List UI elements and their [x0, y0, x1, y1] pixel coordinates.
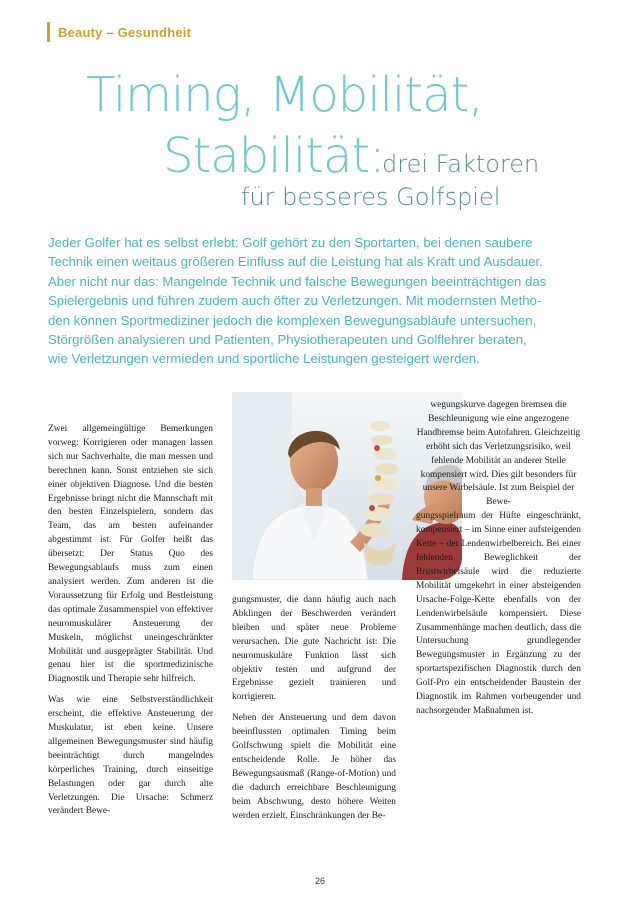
lead-line: Störgrößen analysieren und Patienten, Physiotherapeuten und Golflehrer beraten,	[48, 332, 527, 348]
page-number: 26	[314, 876, 325, 886]
body-paragraph: Zwei allgemeingültige Bemerkungen vorweg: Korrigieren oder managen lassen sich nur Sachverhalte, die man messen und berechnen kann. Sonst entziehen sie sich einer objektiven Diagnose. Und die besten Ergebnisse bringt nicht die Mannschaft mit den besten Einzelspielern, sondern das Team, das am besten aufeinander abgestimmt ist. Für Golfer heißt das übersetzt: Der Status Quo des Bewegungsablaufs muss zum einen analysiert werden. Zum anderen ist die Voraussetzung für Erfolg und Bestleistung das optimale Zusammenspiel von effektiver neuromuskulärer Ansteuerung der Muskeln, möglichst uneingeschränkter Mobilität und ausgeprägter Stabilität. Und genau hier ist die sportmedizinische Diagnostik und Therapie sehr hilfreich.	[48, 424, 213, 685]
lead-paragraph	[48, 233, 568, 369]
article-column-1	[48, 423, 213, 819]
article-column-2	[232, 594, 396, 824]
body-paragraph: gungsspielraum der Hüfte eingeschränkt, kompensiert – im Sinne einer aufsteigenden Kette – der Lendenwirbelbereich. Bei einer fehlenden Beweglichkeit der Brustwirbelsäule wird die reduzierte Mobilität umgekehrt in einer absteigenden Ursache-Folge-Kette ebenfalls von der Lendenwirbelsäule kompensiert. Diese Zusammenhänge machen deutlich, dass die Untersuchung grundlegender Bewegungsmuster in Ergänzung zu der sportartspezifischen Diagnostik durch den Golf-Pro ein entscheidender Baustein der Diagnostik im Rahmen vorbeugender und nachsorgender Maßnahmen ist.	[416, 511, 581, 716]
body-paragraph: Was wie eine Selbstverständlichkeit erscheint, die effektive Ansteuerung der Muskulatur, ist eben keine. Unsere allgemeinen Bewegungsmuster sind häufig beeinträchtigt durch mangelndes körperliches Training, durch einseitige Belastungen oder gar durch alte Verletzungen. Die Ursache: Schmerz verändert Bewe-	[48, 695, 213, 817]
lead-line: den können Sportmediziner jedoch die komplexen Bewegungsabläufe untersuchen,	[48, 312, 537, 328]
lead-line: wie Verletzungen vermieden und sportliche Leistungen gesteigert werden.	[48, 351, 480, 367]
lead-line: Aber nicht nur das: Mangelnde Technik und falsche Bewegungen beeinträchtigen das	[48, 273, 547, 289]
lead-line: Technik einen weitaus größeren Einfluss auf die Leistung hat als Kraft und Ausdauer.	[48, 254, 543, 270]
body-paragraph: Neben der Ansteuerung und dem davon beeinflussten optimalen Timing beim Golfschwung spielt die Mobilität eine entscheidende Rolle. Je höher das Bewegungsausmaß (Range-of-Motion) und die dadurch erreichbare Beschleunigung beim Abschwung, desto höhere Weiten werden erzielt. Einschränkungen der Be-	[232, 713, 396, 821]
section-accent-bar	[47, 22, 50, 42]
body-paragraph: wegungskurve dagegen bremsen die Beschleunigung wie eine angezogene Handbremse beim Autofahren. Gleichzeitig erhöht sich das Verletzungsrisiko, weil fehlende Mobilität an anderer Stelle kompensiert wird. Dies gilt besonders für unsere Wirbelsäule. Ist zum Beispiel der Bewe-	[416, 400, 581, 508]
article-column-3	[416, 399, 581, 719]
subtitle-line-2: für besseres Golfspiel	[241, 183, 501, 211]
body-paragraph: gungsmuster, die dann häufig auch nach Abklingen der Beschwerden verändert bleiben und später neue Probleme verursachen. Die gute Nachricht ist: Die neuromuskuläre Funktion lässt sich objektiv testen und aufgrund der Ergebnisse gezielt trainieren und korrigieren.	[232, 595, 396, 703]
lead-line: Jeder Golfer hat es selbst erlebt: Golf gehört zu den Sportarten, bei denen saubere	[48, 235, 533, 250]
title-line-1: Timing, Mobilität,	[86, 67, 483, 123]
title-line-2: Stabilität:	[163, 128, 385, 184]
subtitle-line-1: drei Faktoren	[382, 150, 540, 178]
section-label: Beauty – Gesundheit	[58, 25, 192, 40]
lead-line: Spielergebnis und führen zudem auch öfter zu Verletzungen. Mit modernsten Metho-	[48, 293, 542, 309]
